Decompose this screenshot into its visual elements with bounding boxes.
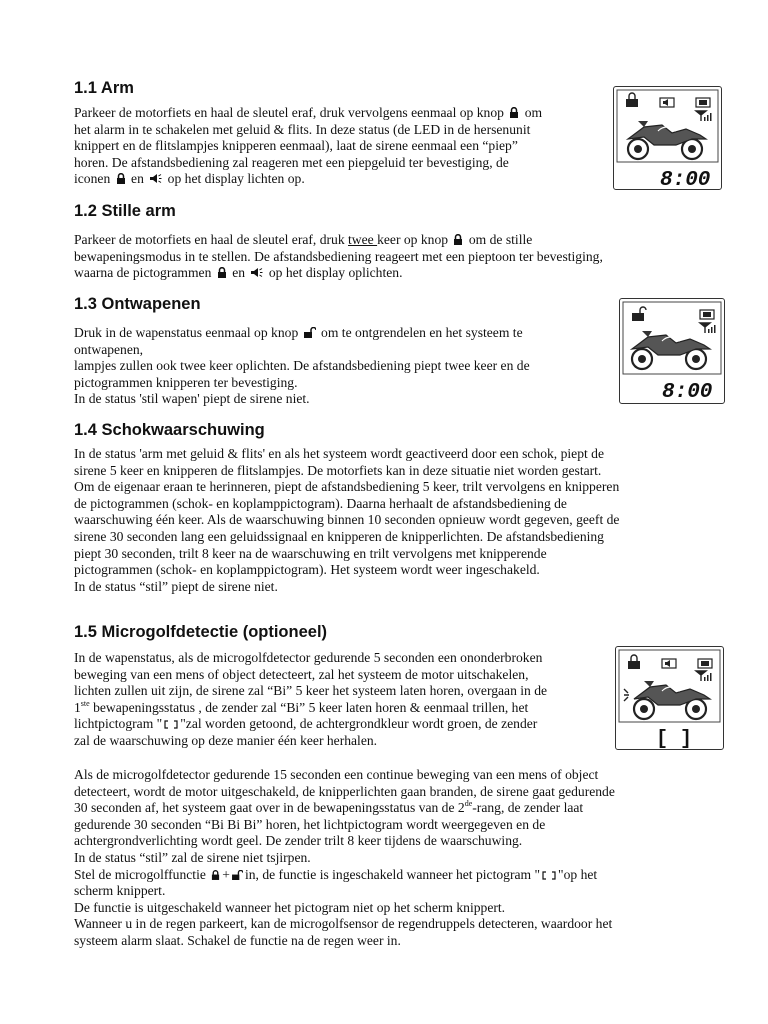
signal-icon (696, 671, 712, 681)
paragraph-1-5b: Als de microgolfdetector gedurende 15 seconden een continue beweging van een mens of object detecteert, wordt de motor uitgeschakeld, de knipperlichten gaan branden, de sirene gaat gedurende 30 seconden af, het systeem gaat over in de bewapeningsstatus van de 2de-rang, de zender laat gedurende 30 seconden “Bi Bi Bi” horen, het lichtpictogram wordt weergegeven en de achtergrondverlichting wordt geel. De zender trilt 8 keer tijdens de waarschuwing. In de status “stil” zal de sirene niet tsjirpen. Stel de microgolffunctie + in, de functie is ingeschakeld wanneer het pictogram " "op het scherm knippert. De functie is uitgeschakeld wanneer het pictogram niet op het scherm knippert. Wanneer u in de regen parkeert, kan de microgolfsensor de regendruppels detecteren, waardoor het systeem alarm slaat. Schakel de functie na de regen weer in. (74, 767, 615, 948)
signal-icon (700, 323, 716, 333)
motorcycle-icon (628, 121, 706, 159)
motorcycle-icon (632, 331, 710, 369)
speaker-icon (250, 267, 263, 278)
shock-icon (624, 689, 629, 701)
unlock-icon (304, 327, 316, 338)
paragraph-1-1: Parkeer de motorfiets en haal de sleutel eraf, druk vervolgens eenmaal op knop om het alarm in te schakelen met geluid & flits. In deze status (de LED in de hersenunit knippert en de flitslampjes knipperen eenmaal), laat de sirene eenmaal een “piep” horen. De afstandsbediening zal reageren met een piepgeluid ter bevestiging, de iconen en op het display lichten op. (74, 105, 543, 187)
battery-icon (700, 310, 714, 319)
lcd-display-disarm (619, 298, 725, 404)
heading-1-5: 1.5 Microgolfdetectie (optioneel) (74, 623, 328, 641)
microwave-bracket-icon (542, 871, 556, 880)
lock-icon (217, 267, 227, 278)
paragraph-1-2: Parkeer de motorfiets en haal de sleutel eraf, druk twee keer op knop om de stille bewapeningsmodus in te stellen. De afstandsbediening reageert met een pieptoon ter bevestiging, waarna de pictogrammen en op het display oplichten. (74, 232, 603, 281)
heading-1-1: 1.1 Arm (74, 79, 134, 97)
signal-icon (696, 111, 712, 121)
lcd-time: 8:00 (660, 169, 711, 191)
lock-icon (628, 655, 640, 669)
battery-icon (698, 659, 712, 668)
lock-icon (453, 234, 463, 245)
heading-1-3: 1.3 Ontwapenen (74, 295, 201, 313)
microwave-bracket-icon (164, 720, 178, 729)
lcd-display-arm (613, 86, 722, 190)
lock-icon (116, 173, 126, 184)
lcd-time: 8:00 (662, 381, 713, 404)
paragraph-1-3: Druk in de wapenstatus eenmaal op knop om te ontgrendelen en het systeem te ontwapenen, lampjes zullen ook twee keer oplichten. De afstandsbediening piept twee keer en de pictogrammen knipperen ter bevestiging. In de status 'stil wapen' piept de sirene niet. (74, 325, 530, 407)
motorcycle-icon (634, 681, 710, 719)
lcd-display-microwave (615, 646, 724, 750)
lock-icon (211, 870, 220, 880)
unlock-icon (632, 307, 646, 321)
battery-icon (696, 98, 710, 107)
lcd-bracket: [ ] (656, 728, 693, 751)
speaker-icon (662, 659, 676, 668)
unlock-icon (232, 870, 243, 880)
heading-1-2: 1.2 Stille arm (74, 202, 176, 220)
lock-icon (626, 93, 638, 107)
speaker-icon (660, 98, 674, 107)
paragraph-1-5a: In de wapenstatus, als de microgolfdetector gedurende 5 seconden een ononderbroken beweging van een mens of object detecteert, zal het systeem de motor uitschakelen, lichten zullen uit zijn, de sirene zal “Bi” 5 keer het systeem laten horen, overgaan in de 1ste bewapeningsstatus , de zender zal “Bi” 5 keer laten horen & eenmaal trillen, het lichtpictogram " "zal worden getoond, de achtergrondkleur wordt groen, de zender zal de waarschuwing op deze manier één keer herhalen. (74, 650, 548, 748)
paragraph-1-4: In de status 'arm met geluid & flits' en als het systeem wordt geactiveerd door een schok, piept de sirene 5 keer en knipperen de flitslampjes. De motorfiets kan in deze situatie niet worden gestart. Om de eigenaar eraan te herinneren, piept de afstandsbediening 5 keer, trilt vervolgens en knipperen de pictogrammen (schok- en koplamppictogram). Daarna herhaalt de afstandsbediening de waarschuwing één keer. Als de waarschuwing binnen 10 seconden opnieuw wordt gegeven, geeft de sirene 30 seconden lang een geluidssignaal en knipperen de knipperlichten. De afstandsbediening piept 30 seconden, trilt 8 keer na de waarschuwing en trilt vervolgens met knipperende pictogrammen (schok- en koplamppictogram). Het systeem wordt weer ingeschakeld. In de status “stil” piept de sirene niet. (74, 446, 620, 594)
speaker-icon (149, 173, 162, 184)
lock-icon (509, 107, 519, 118)
heading-1-4: 1.4 Schokwaarschuwing (74, 421, 265, 439)
